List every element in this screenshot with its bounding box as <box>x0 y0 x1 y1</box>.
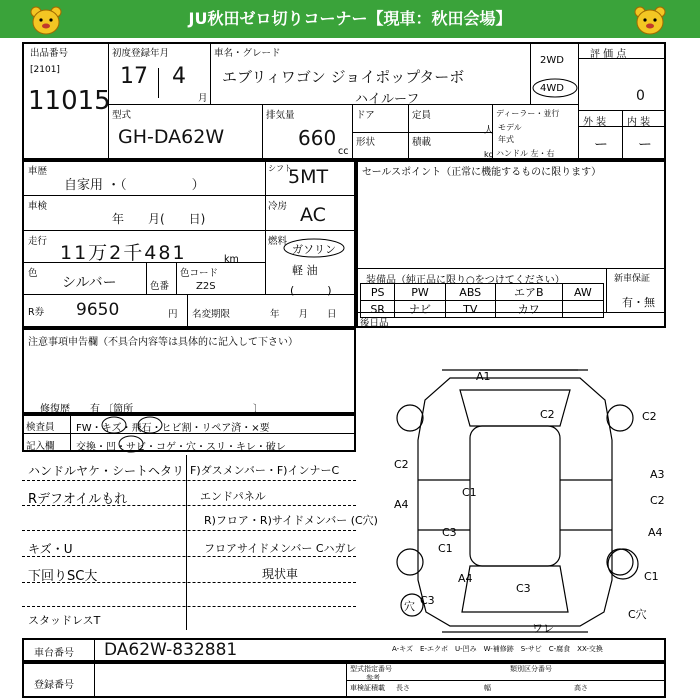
mark-c2-top: C2 <box>540 408 555 421</box>
mark-c1-left: C1 <box>438 542 453 555</box>
record-row1: FW・キズ・飛石・ヒビ割・リペア済・×要 <box>76 423 270 434</box>
dealer-line3: 年式 <box>498 135 514 144</box>
bear-mascot-icon <box>632 4 668 36</box>
mark-c3-left: C3 <box>442 526 457 539</box>
first-reg-year: 17 <box>120 64 148 89</box>
type-designation-label: 型式指定番号 <box>350 665 392 673</box>
first-reg-month: 4 <box>172 64 186 89</box>
fuel-label: 燃料 <box>268 236 288 247</box>
equip-navi: ナビ <box>395 301 445 318</box>
record-label: 記入欄 <box>26 441 55 452</box>
dealer-line2: モデル <box>498 123 522 132</box>
model-label: 型式 <box>112 110 132 121</box>
load-ref-label: 車検証積載 <box>350 684 385 692</box>
mileage-value: 11万2千481 <box>60 242 187 264</box>
equip-ps: PS <box>361 284 395 301</box>
load-label: 積載 <box>412 137 432 148</box>
mark-a4-left: A4 <box>394 498 409 511</box>
damage-legend: A-キズ E-エクボ U-凹み W-補修跡 S-サビ C-腐食 XX-交換 <box>392 645 603 653</box>
note-right1: F)ダスメンバー・F)インナーC <box>190 464 340 477</box>
displacement-unit: cc <box>338 146 349 157</box>
bear-mascot-icon <box>28 4 64 36</box>
deadline-value: 年 月 日 <box>270 309 337 320</box>
displacement-label: 排気量 <box>266 110 295 121</box>
fuel-gasoline: ガソリン <box>292 243 336 256</box>
inspection-label: 車検 <box>28 201 48 212</box>
new-warranty-value: 有・無 <box>622 296 655 309</box>
equip-aw: AW <box>562 284 603 301</box>
note-right5: 現状車 <box>262 567 299 581</box>
mark-a1: A1 <box>476 370 491 383</box>
mileage-label: 走行 <box>28 236 48 247</box>
exterior-value: ー <box>594 137 608 153</box>
sales-point-label: セールスポイント（正常に機能するものに限ります） <box>362 167 602 178</box>
color-code-label: 色コード <box>180 268 219 279</box>
fuel-other: ( ) <box>290 284 332 297</box>
mark-c1-center: C1 <box>462 486 477 499</box>
rear-items-label: 後日品 <box>360 318 389 329</box>
entry-label: 出品番号 <box>30 48 69 59</box>
shift-label: シフト <box>268 164 292 173</box>
header-title: JU秋田ゼロ切りコーナー【現車：秋田会場】 <box>188 9 512 28</box>
kg-unit: kg <box>484 150 494 159</box>
inspector-label: 検査員 <box>26 422 55 433</box>
displacement-value: 660 <box>298 126 337 150</box>
capacity-label: 定員 <box>412 110 432 121</box>
color-label: 色 <box>28 268 38 279</box>
equipment-label: 装備品（純正品に限り○をつけてください） <box>366 275 565 286</box>
fuel-diesel: 軽 油 <box>292 264 318 277</box>
entry-number: 11015 <box>28 86 111 116</box>
car-diagram <box>380 330 670 640</box>
mark-c3-spare: C3 <box>420 594 435 607</box>
equip-tv: TV <box>445 301 495 318</box>
mark-c3-rear: C3 <box>516 582 531 595</box>
car-name-label: 車名・グレード <box>214 48 281 59</box>
recycle-unit: 円 <box>168 309 178 320</box>
chassis-label: 車台番号 <box>34 648 74 659</box>
mark-c2-right2: C2 <box>650 494 665 507</box>
mark-hole: 穴 <box>404 600 415 613</box>
entry-code: [2101] <box>30 65 60 75</box>
recycle-value: 9650 <box>76 300 120 320</box>
width-label: 幅 <box>484 684 491 692</box>
recycle-label: R券 <box>28 307 45 318</box>
dealer-handle: ハンドル 左・右 <box>496 149 555 158</box>
note-right2: エンドパネル <box>200 490 266 503</box>
usage-value: 自家用 ・（ ） <box>64 178 205 193</box>
new-warranty-label: 新車保証 <box>614 274 651 284</box>
car-name-line1: エブリィワゴン ジョイポップターボ <box>222 68 465 86</box>
height-label: 高さ <box>574 684 588 692</box>
deadline-label: 名変期限 <box>192 309 231 320</box>
drive-4wd: 4WD <box>540 83 564 94</box>
score-label: 評 価 点 <box>590 49 627 60</box>
equip-abs: ABS <box>445 284 495 301</box>
drive-circle-mark <box>530 76 580 100</box>
mark-c-hole: C穴 <box>628 608 647 621</box>
note-left5: スタッドレスT <box>28 614 101 627</box>
equip-sr: SR <box>361 301 395 318</box>
door-label: ドア <box>356 110 375 121</box>
equip-leather: カワ <box>495 301 562 318</box>
note-left2: Rデフオイルもれ <box>28 492 128 507</box>
shape-label: 形状 <box>356 137 376 148</box>
note-left1: ハンドルヤケ・シートヘタリ <box>28 464 185 478</box>
interior-label: 内 装 <box>627 117 651 128</box>
ref-label: 参考 <box>366 674 380 682</box>
interior-value: ー <box>638 137 652 153</box>
first-reg-label: 初度登録年月 <box>112 48 170 59</box>
month-unit: 月 <box>198 93 208 104</box>
chassis-value: DA62W-832881 <box>104 640 238 660</box>
mark-a3: A3 <box>650 468 665 481</box>
record-row2: 交換・凹・サビ・コゲ・穴・スリ・キレ・破レ <box>76 442 286 453</box>
mark-crack: ワレ <box>532 622 554 635</box>
equip-airbag: エアB <box>495 284 562 301</box>
exterior-label: 外 装 <box>583 117 607 128</box>
repair-history: 修復歴 有 〔箇所 〕 <box>40 404 264 415</box>
color-code-value: Z2S <box>196 281 216 292</box>
usage-label: 車歴 <box>28 166 48 177</box>
note-left3: キズ・U <box>28 542 73 556</box>
equip-blank <box>562 301 603 318</box>
note-right3: R)フロア・R)サイドメンバー (C穴) <box>204 514 378 527</box>
note-right4: フロアサイドメンバー Cハガレ <box>204 542 357 555</box>
color-number-label: 色番 <box>150 281 170 292</box>
color-value: シルバー <box>62 275 117 291</box>
mark-c1-right: C1 <box>644 570 659 583</box>
dealer-line1: ディーラー・並行 <box>496 109 560 118</box>
mileage-unit: km <box>224 254 239 265</box>
equip-pw: PW <box>395 284 445 301</box>
mark-a4-right: A4 <box>648 526 663 539</box>
notices-label: 注意事項申告欄（不具合内容等は具体的に記入して下さい） <box>28 337 298 348</box>
length-label: 長さ <box>396 684 410 692</box>
ac-label: 冷房 <box>268 201 288 212</box>
car-name-line2: ハイルーフ <box>355 92 420 107</box>
score-value: 0 <box>636 88 645 104</box>
mark-c2-right: C2 <box>642 410 657 423</box>
registration-label: 登録番号 <box>34 680 74 691</box>
note-left4: 下回りSC大 <box>28 569 98 584</box>
shift-value: 5MT <box>288 166 329 188</box>
category-label: 類別区分番号 <box>510 665 552 673</box>
ac-value: AC <box>300 204 326 226</box>
person-unit: 人 <box>484 125 494 136</box>
drive-2wd: 2WD <box>540 55 564 66</box>
mark-a4-rear: A4 <box>458 572 473 585</box>
record-circle-marks <box>96 414 176 454</box>
model-value: GH-DA62W <box>118 126 225 148</box>
inspection-value: 年 月( 日) <box>112 212 206 226</box>
mark-c2-left: C2 <box>394 458 409 471</box>
